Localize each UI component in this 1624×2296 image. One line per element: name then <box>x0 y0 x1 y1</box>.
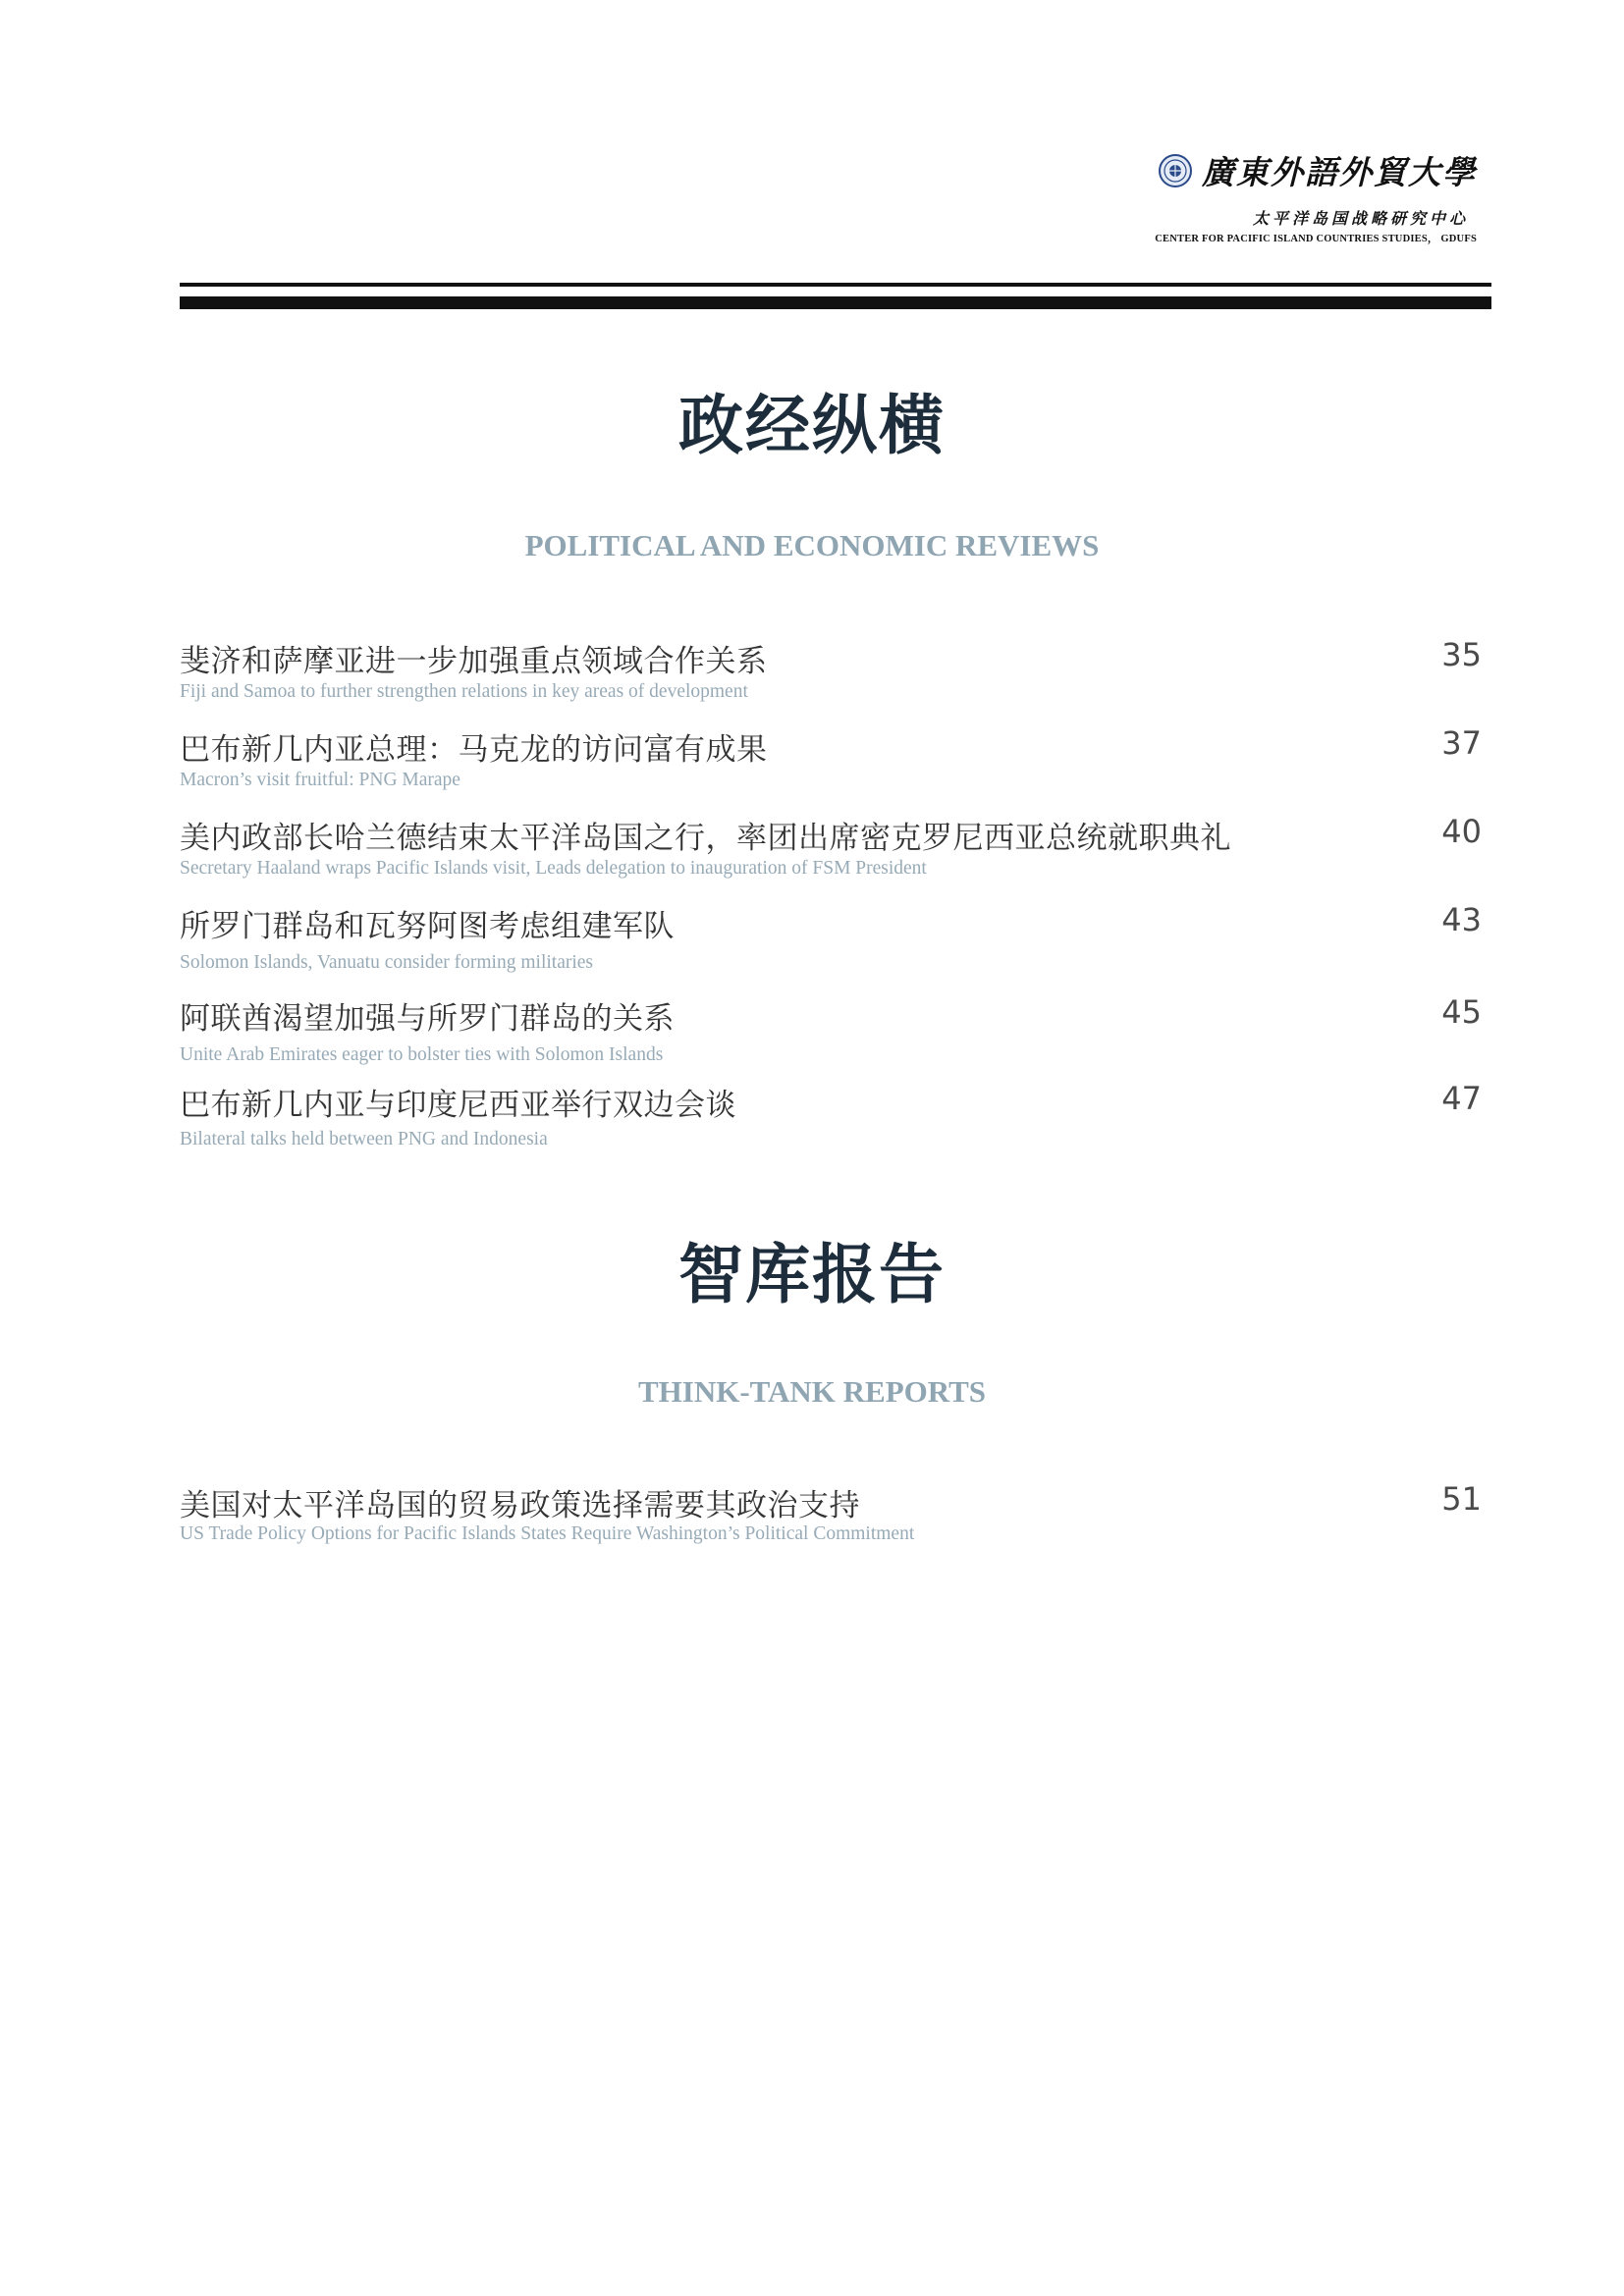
toc-entry-title-en: US Trade Policy Options for Pacific Islands States Require Washington’s Political Commitment <box>180 1523 915 1544</box>
toc-entry[interactable] <box>180 813 1491 897</box>
section-title-cn: 政经纵横 <box>678 387 946 463</box>
toc-entry[interactable] <box>180 1480 1491 1565</box>
toc-entry-page-number: 47 <box>1441 1080 1482 1117</box>
toc-entry-title-en: Bilateral talks held between PNG and Indonesia <box>180 1129 548 1149</box>
toc-entry-page-number: 40 <box>1441 813 1482 850</box>
toc-entry-page-number: 45 <box>1441 993 1482 1031</box>
toc-entry-title-en: Solomon Islands, Vanuatu consider forming militaries <box>180 952 594 973</box>
toc-entry-page-number: 35 <box>1441 636 1482 673</box>
university-logo <box>1159 147 1477 193</box>
section-title-en: THINK-TANK REPORTS <box>637 1374 987 1409</box>
toc-entry-page-number: 37 <box>1441 724 1482 762</box>
toc-entry[interactable] <box>180 901 1491 986</box>
toc-entry-title-cn: 斐济和萨摩亚进一步加强重点领域合作关系 <box>180 644 768 679</box>
toc-entry[interactable] <box>180 636 1491 721</box>
header-divider-thick <box>180 296 1491 309</box>
toc-entry-title-cn: 美国对太平洋岛国的贸易政策选择需要其政治支持 <box>180 1488 860 1523</box>
toc-entry-page-number: 51 <box>1441 1480 1482 1518</box>
toc-entry-title-en: Unite Arab Emirates eager to bolster ties with Solomon Islands <box>180 1044 664 1065</box>
toc-entry[interactable] <box>180 1080 1491 1164</box>
toc-entry-title-cn: 巴布新几内亚与印度尼西亚举行双边会谈 <box>180 1088 736 1123</box>
toc-entry-title-cn: 巴布新几内亚总理：马克龙的访问富有成果 <box>180 732 768 768</box>
research-center-name-cn: 太平洋岛国战略研究中心 <box>1252 209 1469 228</box>
research-center-name-en: CENTER FOR PACIFIC ISLAND COUNTRIES STUDIES， GDUFS <box>1155 234 1477 244</box>
page-header <box>0 0 1624 314</box>
toc-entry-title-en: Macron’s visit fruitful: PNG Marape <box>180 770 460 790</box>
university-seal-icon <box>1159 154 1192 187</box>
section-title-cn: 智库报告 <box>678 1236 946 1312</box>
toc-entry-title-en: Fiji and Samoa to further strengthen relations in key areas of development <box>180 681 748 702</box>
toc-entry-title-cn: 阿联酋渴望加强与所罗门群岛的关系 <box>180 1001 675 1037</box>
toc-entry-title-cn: 所罗门群岛和瓦努阿图考虑组建军队 <box>180 909 675 944</box>
toc-entry-page-number: 43 <box>1441 901 1482 938</box>
toc-entry[interactable] <box>180 724 1491 809</box>
header-divider-thin <box>180 283 1491 287</box>
toc-entry[interactable] <box>180 993 1491 1078</box>
section-title-en: POLITICAL AND ECONOMIC REVIEWS <box>524 528 1100 562</box>
toc-entry-title-cn: 美内政部长哈兰德结束太平洋岛国之行，率团出席密克罗尼西亚总统就职典礼 <box>180 821 1231 856</box>
university-name: 廣東外語外貿大學 <box>1202 153 1477 191</box>
toc-entry-title-en: Secretary Haaland wraps Pacific Islands visit, Leads delegation to inauguration of FSM President <box>180 858 927 879</box>
